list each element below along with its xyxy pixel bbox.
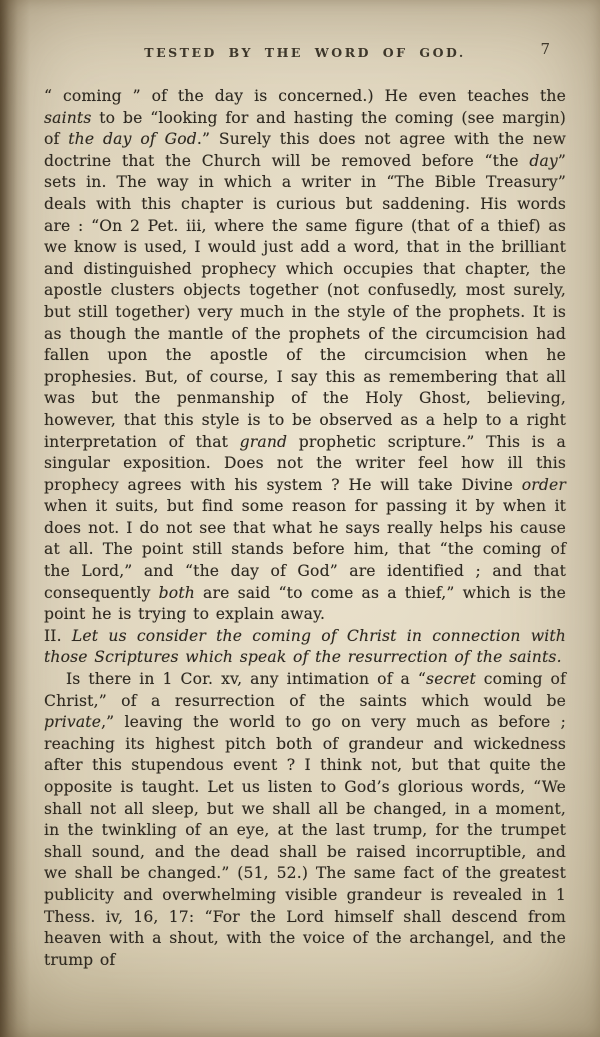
header-title: TESTED BY THE WORD OF GOD.	[144, 45, 466, 60]
page-content	[44, 42, 566, 971]
paragraph: “ coming ” of the day is concerned.) He even teaches the saints to be “looking for and hasting the coming (see margin) of the day of God.” Surely this does not agree with the new doctrine that the Church will be removed before “the day” sets in. The way in which a writer in “The Bible Treasury” deals with this chapter is curious but saddening. His words are : “On 2 Pet. iii, where the same figure (that of a thief) as we know is used, I would just add a word, that in the brilliant and distinguished prophecy which occupies that chapter, the apostle clusters objects together (not confusedly, most surely, but still together) very much in the style of the prophets. It is as though the mantle of the prophets of the circumcision had fallen upon the apostle of the circumcision when he prophesies. But, of course, I say this as remembering that all was but the penmanship of the Holy Ghost, believing, however, that this style is to be observed as a help to a right interpretation of that grand prophetic scripture.” This is a singular exposition. Does not the writer feel how ill this prophecy agrees with his system ? He will take Divine order when it suits, but find some reason for passing it by when it does not. I do not see that what he says really helps his cause at all. The point still stands before him, that “the coming of the Lord,” and “the day of God” are identified ; and that consequently both are said “to come as a thief,” which is the point he is trying to explain away.	[44, 87, 567, 624]
paragraph: Is there in 1 Cor. xv, any intimation of a “secret coming of Christ,” of a resurrection of the saints which would be private,” leaving the world to go on very much as before ; reaching its highest pitch both of grandeur and wickedness after this stupendous event ? I think not, but that quite the opposite is taught. Let us listen to God’s glorious words, “We shall not all sleep, but we shall all be changed, in a moment, in the twinkling of an eye, at the last trump, for the trumpet shall sound, and the dead shall be raised incorruptible, and we shall be changed.” (51, 52.) The same fact of the greatest publicity and overwhelming visible grandeur is revealed in 1 Thess. iv, 16, 17: “For the Lord himself shall descend from heaven with a shout, with the voice of the archangel, and the trump of	[44, 670, 567, 969]
binding-gutter-shadow	[0, 0, 30, 1037]
page-body	[44, 86, 566, 971]
page-number: 7	[540, 40, 550, 58]
running-header	[44, 42, 566, 68]
paragraph: II. Let us consider the coming of Christ in connection with those Scriptures which speak of the resurrection of the saints.	[44, 626, 566, 667]
